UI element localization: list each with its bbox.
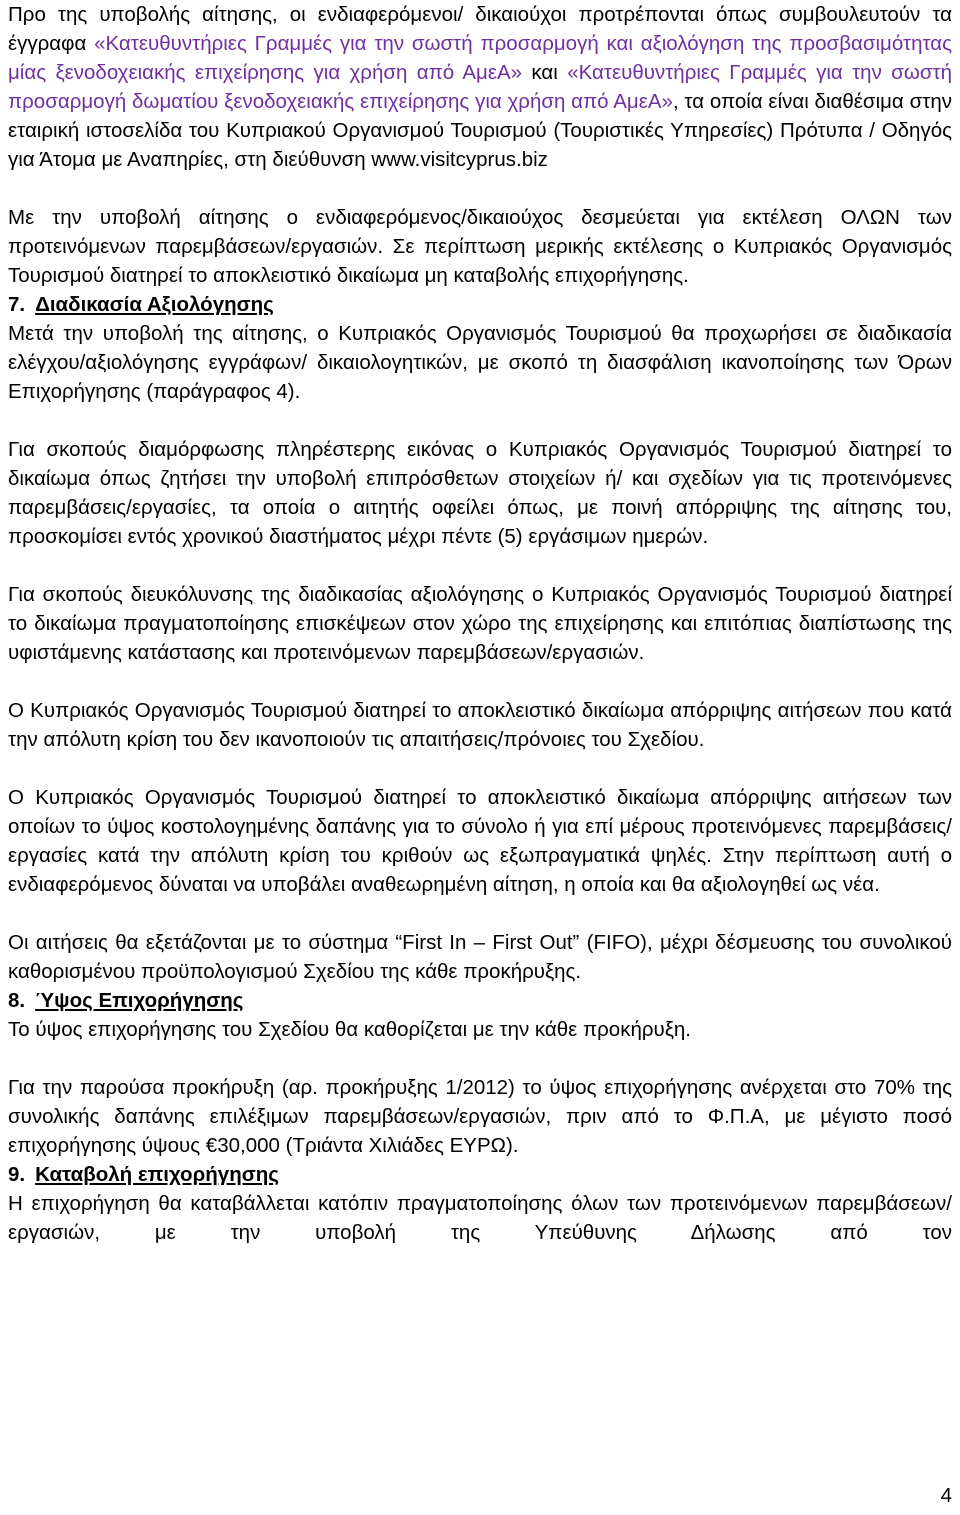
section-8-paragraph: Για την παρούσα προκήρυξη (αρ. προκήρυξης 1/2012) το ύψος επιχορήγησης ανέρχεται στο 70% της συνολικής δαπάνης επιλέξιμων παρεμβάσεων/εργασιών, πριν από το Φ.Π.Α, με μέγιστο ποσό επιχορήγησης ύψους €30,000 (Τριάντα Χιλιάδες ΕΥΡΩ). [8,1076,952,1157]
intro-text-3: , τα οποία είναι διαθέσιμα στην εταιρική ιστοσελίδα του Κυπριακού Οργανισμού Τουρισμού (Τουριστικές Υπηρεσίες) Πρότυπα / Οδηγός για Άτομα με Αναπηρίες, στη διεύθυνση [8,90,952,171]
section-7-paragraph: Για σκοπούς διευκόλυνσης της διαδικασίας αξιολόγησης ο Κυπριακός Οργανισμός Τουρισμού διατηρεί το δικαίωμα πραγματοποίησης επισκέψεων στον χώρο της επιχείρησης και επιτόπιας διαπίστωσης της υφιστάμενης κατάστασης και προτεινόμενων παρεμβάσεων/εργασιών. [8,583,952,664]
document-page [8,0,952,1247]
section-number: 8. [8,989,26,1012]
section-7-paragraph: Για σκοπούς διαμόρφωσης πληρέστερης εικόνας ο Κυπριακός Οργανισμός Τουρισμού διατηρεί το δικαίωμα όπως ζητήσει την υποβολή επιπρόσθετων στοιχείων ή/ και σχεδίων για τις προτεινόμενες παρεμβάσεις/εργασίες, τα οποία ο αιτητής οφείλει όπως, με ποινή απόρριψης της αίτησης του, προσκομίσει εντός χρονικού διαστήματος μέχρι πέντε (5) εργάσιμων ημερών. [8,438,952,548]
section-8-heading [8,986,952,1015]
section-title: Διαδικασία Αξιολόγησης [35,293,274,316]
section-9-paragraph: Η επιχορήγηση θα καταβάλλεται κατόπιν πραγματοποίησης όλων των προτεινόμενων παρεμβάσεων/εργασιών, με την υποβολή της Υπεύθυνης Δήλωσης από τον [8,1192,952,1244]
section-9-heading [8,1160,952,1189]
intro-text-1: Προ της υποβολής αίτησης, οι ενδιαφερόμενοι/ δικαιούχοι προτρέπονται όπως συμβουλευτούν τα έγγραφα [8,3,952,55]
guidelines-accessibility-link: «Κατευθυντήριες Γραμμές για την σωστή προσαρμογή και αξιολόγηση της προσβασιμότητας μίας ξενοδοχειακής επιχείρησης για χρήση από ΑμεΑ» [8,32,953,84]
section-7-paragraph: Οι αιτήσεις θα εξετάζονται με το σύστημα “First In – First Out” (FIFO), μέχρι δέσμευσης του συνολικού καθορισμένου προϋπολογισμού Σχεδίου της κάθε προκήρυξης. [8,931,952,983]
intro-text-2: και [522,61,568,84]
section-number: 9. [8,1163,26,1186]
section-8-paragraph: Το ύψος επιχορήγησης του Σχεδίου θα καθορίζεται με την κάθε προκήρυξη. [8,1018,692,1041]
intro-paragraph [8,0,952,174]
section-7-paragraph: Μετά την υποβολή της αίτησης, ο Κυπριακός Οργανισμός Τουρισμού θα προχωρήσει σε διαδικασία ελέγχου/αξιολόγησης εγγράφων/ δικαιολογητικών, με σκοπό τη διασφάλιση ικανοποίησης των Όρων Επιχορήγησης (παράγραφος 4). [8,322,952,403]
guidelines-room-link: «Κατευθυντήριες Γραμμές για την σωστή προσαρμογή δωματίου ξενοδοχειακής επιχείρησης για χρήση από ΑμεΑ» [8,61,952,113]
commitment-paragraph: Με την υποβολή αίτησης ο ενδιαφερόμενος/δικαιούχος δεσμεύεται για εκτέλεση ΟΛΩΝ των προτεινόμενων παρεμβάσεων/εργασιών. Σε περίπτωση μερικής εκτέλεσης ο Κυπριακός Οργανισμός Τουρισμού διατηρεί το αποκλειστικό δικαίωμα μη καταβολής επιχορήγησης. [8,206,952,287]
section-title: Ύψος Επιχορήγησης [35,989,244,1012]
section-7-paragraph: Ο Κυπριακός Οργανισμός Τουρισμού διατηρεί το αποκλειστικό δικαίωμα απόρριψης αιτήσεων που κατά την απόλυτη κρίση του δεν ικανοποιούν τις απαιτήσεις/πρόνοιες του Σχεδίου. [8,699,952,751]
section-number: 7. [8,293,26,316]
website-url: www.visitcyprus.biz [371,148,548,171]
section-7-paragraph: Ο Κυπριακός Οργανισμός Τουρισμού διατηρεί το αποκλειστικό δικαίωμα απόρριψης αιτήσεων των οποίων το ύψος κοστολογημένης δαπάνης για το σύνολο ή για επί μέρους προτεινόμενες παρεμβάσεις/εργασίες κατά την απόλυτη κρίση του κριθούν ως εξωπραγματικά ψηλές. Στην περίπτωση αυτή ο ενδιαφερόμενος δύναται να υποβάλει αναθεωρημένη αίτηση, η οποία και θα αξιολογηθεί ως νέα. [8,786,952,896]
section-title: Καταβολή επιχορήγησης [35,1163,279,1186]
page-number: 4 [940,1484,952,1507]
section-7-heading [8,290,952,319]
